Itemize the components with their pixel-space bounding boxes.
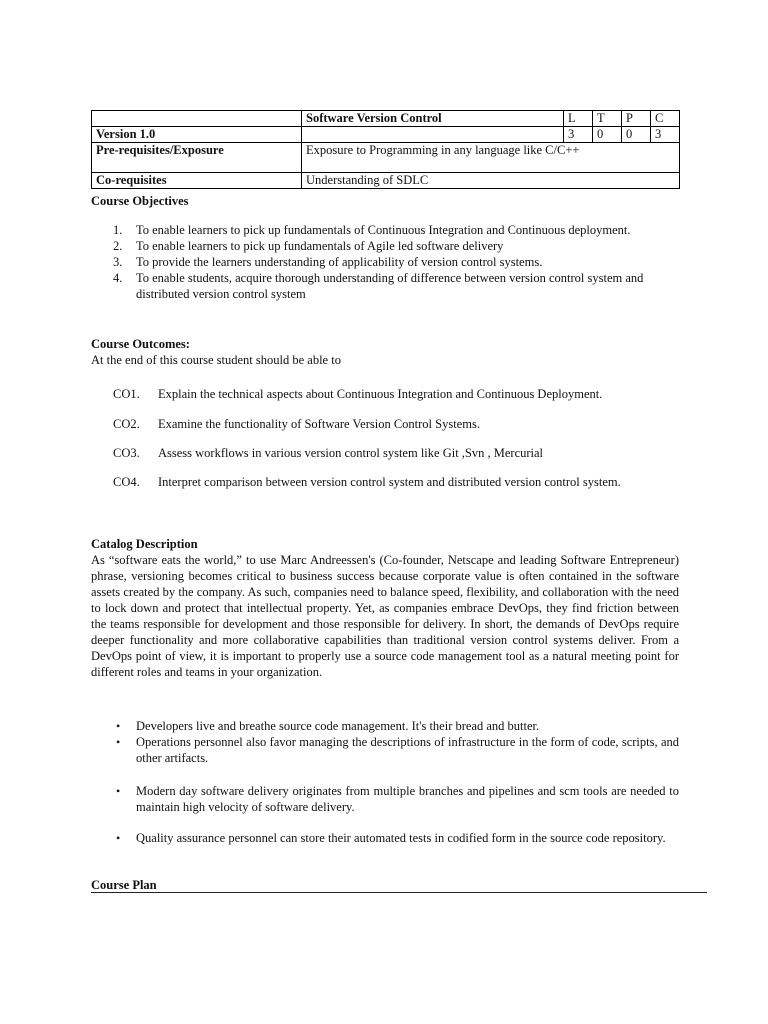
list-item-text: Modern day software delivery originates from multiple branches and pipelines and scm tools are needed to maintain high velocity of software delivery. [136, 784, 679, 814]
list-item-text: To enable students, acquire thorough understanding of difference between version control system and distributed version control system [136, 271, 644, 301]
table-cell-empty [302, 127, 564, 143]
version-label: Version 1.0 [92, 127, 302, 143]
list-number: 3. [113, 255, 123, 269]
outcomes-title: Course Outcomes: [91, 337, 190, 351]
table-row [92, 127, 680, 143]
outcome-text: Explain the technical aspects about Continuous Integration and Continuous Deployment. [158, 387, 603, 401]
divider [91, 892, 707, 893]
outcome-text: Assess workflows in various version control system like Git ,Svn , Mercurial [158, 446, 544, 460]
list-item [113, 222, 679, 238]
list-item [113, 270, 679, 302]
list-item-text: Quality assurance personnel can store their automated tests in codified form in the source code repository. [136, 831, 666, 845]
outcome-code: CO3. [113, 446, 140, 460]
outcome-code: CO2. [113, 417, 140, 431]
course-title-cell: Software Version Control [302, 111, 564, 127]
list-number: 2. [113, 239, 123, 253]
ltpc-value-c: 3 [651, 127, 680, 143]
ltpc-header-t: T [593, 111, 622, 127]
catalog-bullets [113, 718, 679, 766]
table-cell-empty [92, 111, 302, 127]
ltpc-header-p: P [622, 111, 651, 127]
course-plan-title: Course Plan [91, 878, 157, 892]
prereq-label: Pre-requisites/Exposure [92, 143, 302, 173]
ltpc-value-p: 0 [622, 127, 651, 143]
bullet-icon: • [116, 831, 121, 845]
list-item [113, 830, 679, 846]
catalog-bullets [113, 830, 679, 846]
outcome-text: Examine the functionality of Software Version Control Systems. [158, 417, 480, 431]
table-row [92, 173, 680, 189]
objectives-title: Course Objectives [91, 194, 189, 208]
bullet-icon: • [116, 719, 121, 733]
list-number: 1. [113, 223, 123, 237]
outcomes-intro: At the end of this course student should be able to [91, 353, 341, 367]
ltpc-value-l: 3 [564, 127, 593, 143]
outcome-code: CO4. [113, 475, 140, 489]
table-row [92, 111, 680, 127]
prereq-value: Exposure to Programming in any language like C/C++ [302, 143, 680, 173]
list-item [113, 254, 679, 270]
ltpc-header-l: L [564, 111, 593, 127]
list-item [113, 238, 679, 254]
catalog-paragraph: As “software eats the world,” to use Marc Andreessen's (Co-founder, Netscape and leading Software Entrepreneur) phrase, versioning becomes critical to business success because corporate value is often contained in the software assets created by the company. As such, companies need to balance speed, flexibility, and collaboration with the need to lock down and protect that intellectual property. Yet, as companies embrace DevOps, they find friction between the teams responsible for development and those responsible for delivery. In short, the demands of DevOps require deeper functionality and more collaborative capabilities than traditional version control systems deliver. From a DevOps point of view, it is important to properly use a source code management tool as a natural meeting point for different roles and teams in your organization. [91, 553, 679, 679]
list-item [113, 783, 679, 815]
list-item-text: Developers live and breathe source code management. It's their bread and butter. [136, 719, 540, 733]
outcome-code: CO1. [113, 387, 140, 401]
course-info-table [91, 110, 680, 189]
bullet-icon: • [116, 784, 121, 798]
list-item [113, 734, 679, 766]
list-item-text: Operations personnel also favor managing the descriptions of infrastructure in the form of code, scripts, and other artifacts. [136, 735, 679, 765]
catalog-bullets [113, 783, 679, 815]
list-item-text: To enable learners to pick up fundamentals of Continuous Integration and Continuous deployment. [136, 223, 631, 237]
ltpc-header-c: C [651, 111, 680, 127]
list-item [113, 718, 679, 734]
coreq-label: Co-requisites [92, 173, 302, 189]
list-item-text: To enable learners to pick up fundamentals of Agile led software delivery [136, 239, 504, 253]
list-number: 4. [113, 271, 123, 285]
list-item-text: To provide the learners understanding of applicability of version control systems. [136, 255, 543, 269]
objectives-list [113, 222, 679, 302]
outcome-text: Interpret comparison between version control system and distributed version control system. [158, 475, 621, 489]
bullet-icon: • [116, 735, 121, 749]
coreq-value: Understanding of SDLC [302, 173, 680, 189]
ltpc-value-t: 0 [593, 127, 622, 143]
table-row [92, 143, 680, 173]
catalog-title: Catalog Description [91, 537, 198, 551]
